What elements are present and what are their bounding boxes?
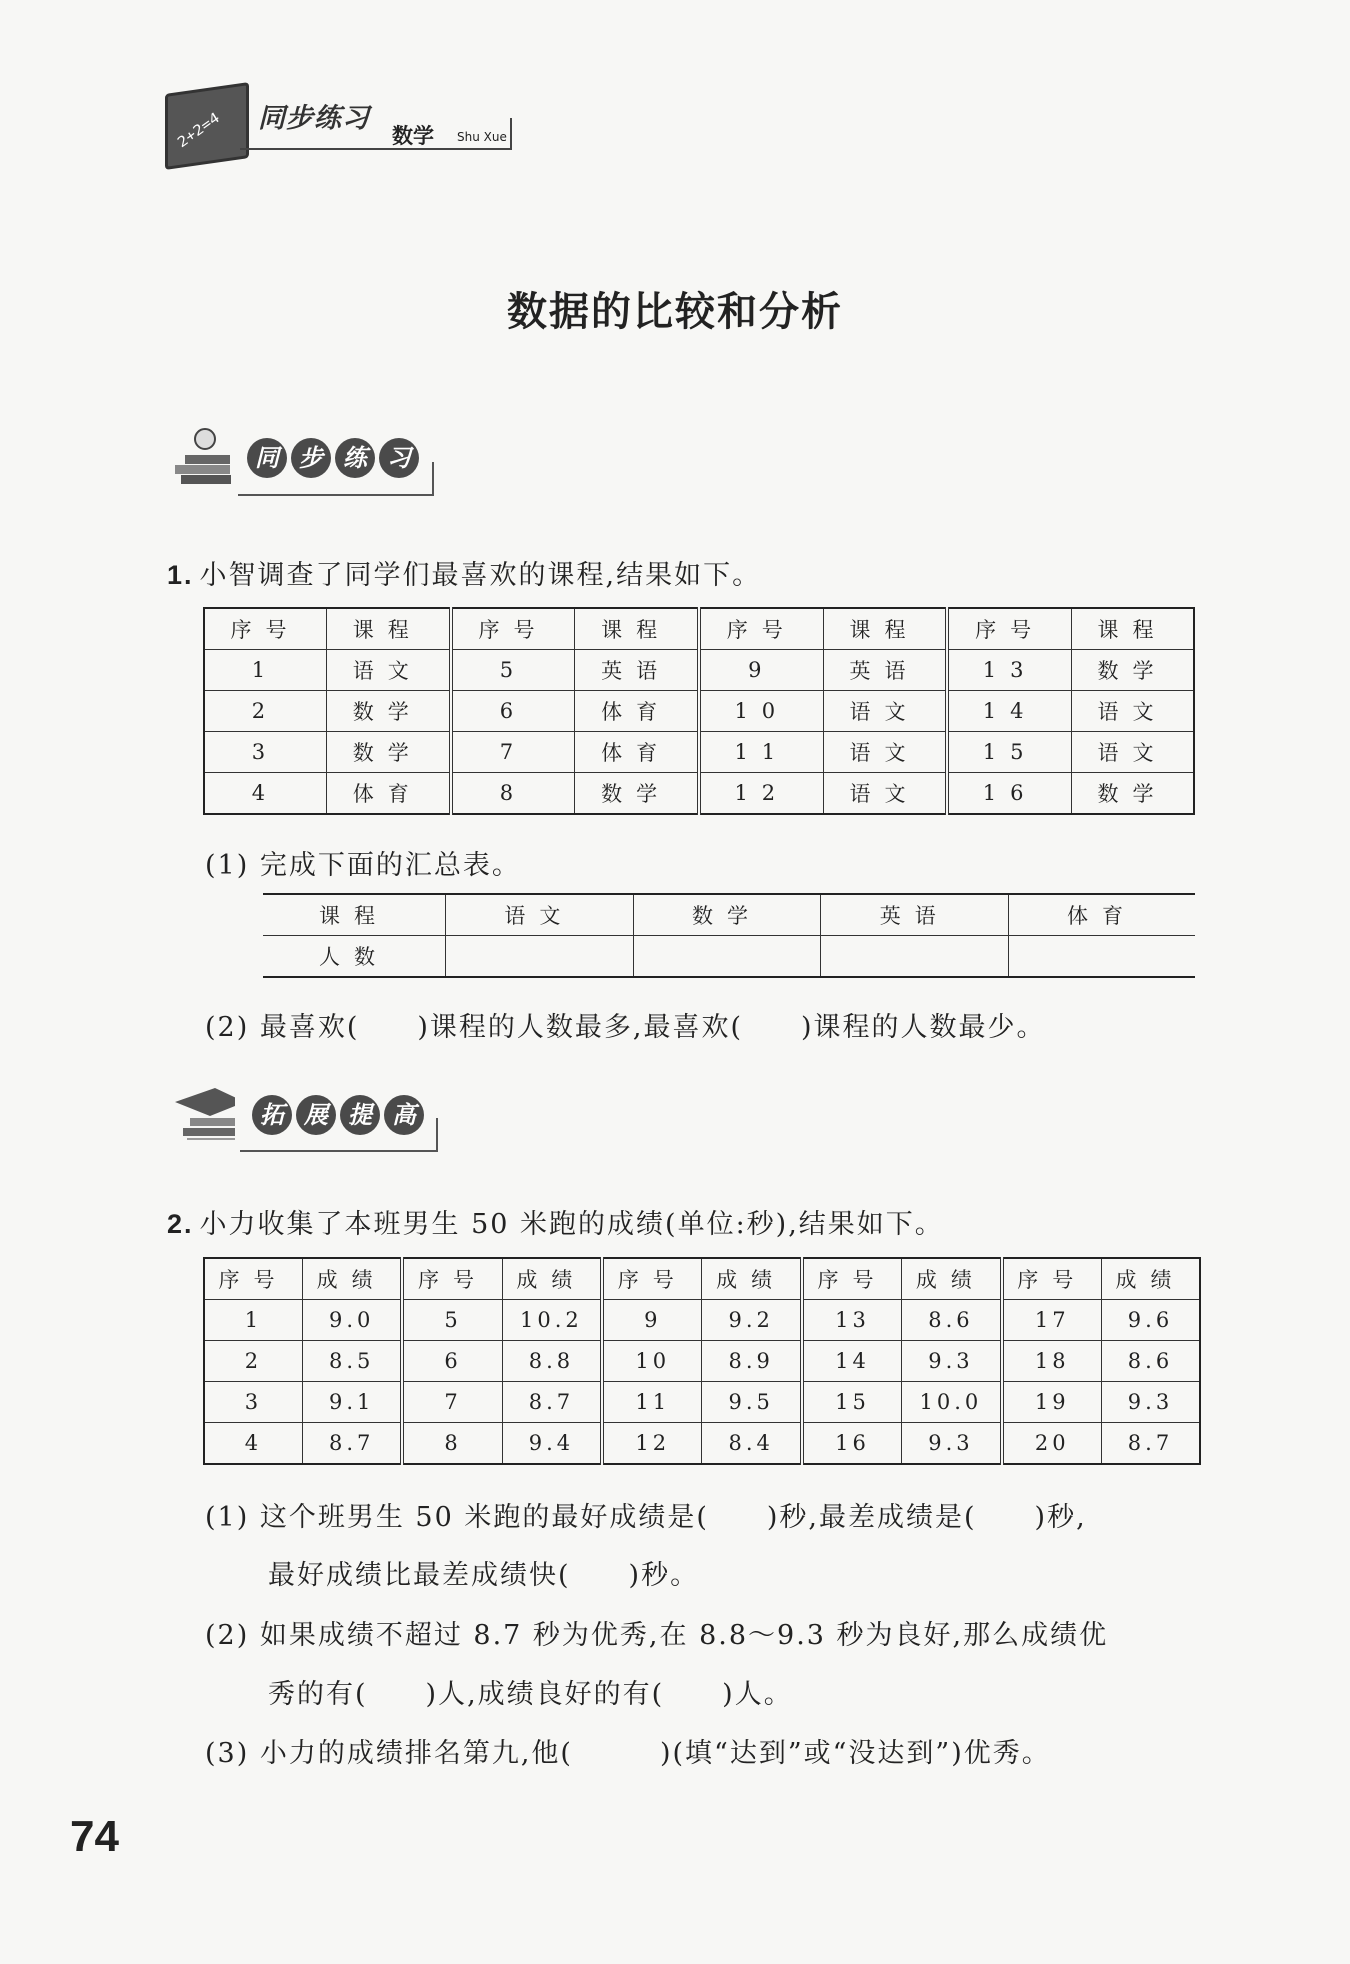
page-number: 74 xyxy=(70,1812,119,1861)
summary-blank-cell[interactable] xyxy=(821,936,1009,978)
table-header: 课程 xyxy=(1071,608,1194,650)
table-cell: 9.0 xyxy=(302,1300,402,1341)
table-cell: 7 xyxy=(402,1382,502,1423)
question-text: 小智调查了同学们最喜欢的课程,结果如下。 xyxy=(199,560,762,591)
table-cell: 9.3 xyxy=(902,1341,1002,1382)
table-cell: 8.9 xyxy=(702,1341,802,1382)
table-cell: 8.8 xyxy=(502,1341,602,1382)
table-row xyxy=(204,650,1194,691)
summary-row-label: 课程 xyxy=(263,894,446,936)
table-cell: 1 xyxy=(204,1300,302,1341)
table-cell: 2 xyxy=(204,691,326,732)
table-cell: 6 xyxy=(402,1341,502,1382)
table-cell: 5 xyxy=(451,650,575,691)
table-cell: 4 xyxy=(204,773,326,815)
table-cell: 10 xyxy=(602,1341,702,1382)
table-cell: 18 xyxy=(1002,1341,1102,1382)
table-cell: 语文 xyxy=(823,691,947,732)
table-cell: 9.6 xyxy=(1101,1300,1200,1341)
table-cell: 体育 xyxy=(575,732,699,773)
badge-char: 练 xyxy=(335,438,375,478)
q1-part2: (2) 最喜欢( )课程的人数最多,最喜欢( )课程的人数最少。 xyxy=(205,1012,1046,1043)
table-header: 成绩 xyxy=(702,1258,802,1300)
table-cell: 6 xyxy=(451,691,575,732)
table-cell: 3 xyxy=(204,732,326,773)
badge-char: 提 xyxy=(340,1095,380,1135)
table-cell: 8.6 xyxy=(902,1300,1002,1341)
header-rule xyxy=(240,148,512,150)
run-results-table xyxy=(203,1257,1201,1465)
table-row xyxy=(204,1341,1200,1382)
table-header: 序号 xyxy=(402,1258,502,1300)
table-cell: 体育 xyxy=(575,691,699,732)
table-header: 序号 xyxy=(204,608,326,650)
subject-label: 数学 xyxy=(392,124,434,148)
q2-part1-line1: (1) 这个班男生 50 米跑的最好成绩是( )秒,最差成绩是( )秒, xyxy=(205,1502,1087,1533)
table-header: 课程 xyxy=(326,608,450,650)
summary-blank-cell[interactable] xyxy=(446,936,634,978)
table-cell: 17 xyxy=(1002,1300,1102,1341)
summary-blank-cell[interactable] xyxy=(1009,936,1195,978)
table-cell: 5 xyxy=(402,1300,502,1341)
table-header: 序号 xyxy=(802,1258,902,1300)
badge-char: 习 xyxy=(379,438,419,478)
subject-pinyin: Shu Xue xyxy=(457,130,507,144)
badge-char: 高 xyxy=(384,1095,424,1135)
badge-char: 步 xyxy=(291,438,331,478)
table-cell: 10 xyxy=(699,691,823,732)
table-cell: 10.2 xyxy=(502,1300,602,1341)
q2-part1-line2: 最好成绩比最差成绩快( )秒。 xyxy=(268,1560,700,1591)
lightbulb-books-icon xyxy=(165,425,235,485)
table-cell: 16 xyxy=(802,1423,902,1465)
table-cell: 8 xyxy=(451,773,575,815)
table-header: 课程 xyxy=(575,608,699,650)
table-row xyxy=(204,1382,1200,1423)
chalkboard-logo xyxy=(165,82,249,170)
table-header: 序号 xyxy=(947,608,1071,650)
table-cell: 4 xyxy=(204,1423,302,1465)
table-cell: 19 xyxy=(1002,1382,1102,1423)
table-header: 序号 xyxy=(204,1258,302,1300)
table-cell: 8.6 xyxy=(1101,1341,1200,1382)
badge-frame xyxy=(238,462,434,496)
table-row xyxy=(204,1423,1200,1465)
table-cell: 20 xyxy=(1002,1423,1102,1465)
table-cell: 11 xyxy=(699,732,823,773)
badge-char: 拓 xyxy=(252,1095,292,1135)
table-cell: 11 xyxy=(602,1382,702,1423)
header-rule-end xyxy=(510,118,512,150)
summary-blank-cell[interactable] xyxy=(633,936,821,978)
table-row xyxy=(204,1300,1200,1341)
table-cell: 8.5 xyxy=(302,1341,402,1382)
board-text: 2+2=4 xyxy=(174,108,223,152)
page-title: 数据的比较和分析 xyxy=(507,288,843,335)
summary-course-row xyxy=(263,894,1195,936)
table-cell: 9.2 xyxy=(702,1300,802,1341)
table-cell: 9 xyxy=(602,1300,702,1341)
table-cell: 9.3 xyxy=(902,1423,1002,1465)
summary-table xyxy=(263,893,1195,978)
table-cell: 数学 xyxy=(326,691,450,732)
table-row xyxy=(204,691,1194,732)
table-cell: 语文 xyxy=(1071,691,1194,732)
table-cell: 体育 xyxy=(326,773,450,815)
question-2 xyxy=(167,1202,944,1241)
table-cell: 2 xyxy=(204,1341,302,1382)
table-cell: 9 xyxy=(699,650,823,691)
series-title: 同步练习 xyxy=(258,103,370,134)
table-cell: 15 xyxy=(947,732,1071,773)
table-cell: 语文 xyxy=(823,773,947,815)
q2-part3: (3) 小力的成绩排名第九,他( )(填“达到”或“没达到”)优秀。 xyxy=(205,1738,1051,1769)
table-cell: 10.0 xyxy=(902,1382,1002,1423)
table-cell: 12 xyxy=(602,1423,702,1465)
table-header: 课程 xyxy=(823,608,947,650)
table-header: 序号 xyxy=(451,608,575,650)
table-cell: 数学 xyxy=(575,773,699,815)
graduation-cap-books-icon xyxy=(165,1080,235,1140)
table-cell: 9.5 xyxy=(702,1382,802,1423)
table-cell: 语文 xyxy=(1071,732,1194,773)
table-cell: 英语 xyxy=(823,650,947,691)
table-cell: 数学 xyxy=(1071,773,1194,815)
table-header: 成绩 xyxy=(1101,1258,1200,1300)
question-number: 2. xyxy=(167,1209,194,1239)
table-cell: 13 xyxy=(947,650,1071,691)
table-cell: 14 xyxy=(947,691,1071,732)
table-cell: 语文 xyxy=(326,650,450,691)
table-header: 成绩 xyxy=(902,1258,1002,1300)
question-1 xyxy=(167,553,761,592)
table-cell: 8.7 xyxy=(1101,1423,1200,1465)
question-text: 小力收集了本班男生 50 米跑的成绩(单位:秒),结果如下。 xyxy=(199,1209,944,1240)
summary-course: 数学 xyxy=(633,894,821,936)
table-cell: 9.4 xyxy=(502,1423,602,1465)
table-header-row xyxy=(204,1258,1200,1300)
q2-part2-line1: (2) 如果成绩不超过 8.7 秒为优秀,在 8.8～9.3 秒为良好,那么成绩优 xyxy=(205,1620,1109,1651)
summary-count-row xyxy=(263,936,1195,978)
badge-char: 同 xyxy=(247,438,287,478)
summary-course: 语文 xyxy=(446,894,634,936)
summary-row-label: 人数 xyxy=(319,945,389,969)
table-row xyxy=(204,732,1194,773)
table-cell: 语文 xyxy=(823,732,947,773)
table-cell: 数学 xyxy=(326,732,450,773)
table-header: 序号 xyxy=(1002,1258,1102,1300)
table-cell: 16 xyxy=(947,773,1071,815)
summary-course: 体育 xyxy=(1009,894,1195,936)
badge-char: 展 xyxy=(296,1095,336,1135)
table-cell: 数学 xyxy=(1071,650,1194,691)
table-cell: 8 xyxy=(402,1423,502,1465)
table-row xyxy=(204,773,1194,815)
badge-frame xyxy=(240,1118,438,1152)
table-header: 序号 xyxy=(602,1258,702,1300)
table-cell: 英语 xyxy=(575,650,699,691)
table-cell: 7 xyxy=(451,732,575,773)
table-cell: 14 xyxy=(802,1341,902,1382)
course-survey-table xyxy=(203,607,1195,815)
summary-course: 英语 xyxy=(821,894,1009,936)
question-number: 1. xyxy=(167,560,194,590)
table-cell: 12 xyxy=(699,773,823,815)
table-cell: 13 xyxy=(802,1300,902,1341)
table-cell: 1 xyxy=(204,650,326,691)
table-header: 成绩 xyxy=(502,1258,602,1300)
table-cell: 3 xyxy=(204,1382,302,1423)
table-cell: 8.7 xyxy=(502,1382,602,1423)
table-cell: 9.1 xyxy=(302,1382,402,1423)
table-cell: 8.4 xyxy=(702,1423,802,1465)
table-cell: 15 xyxy=(802,1382,902,1423)
q1-part1: (1) 完成下面的汇总表。 xyxy=(205,850,521,881)
table-header: 序号 xyxy=(699,608,823,650)
table-cell: 8.7 xyxy=(302,1423,402,1465)
table-header: 成绩 xyxy=(302,1258,402,1300)
q2-part2-line2: 秀的有( )人,成绩良好的有( )人。 xyxy=(268,1679,793,1710)
table-cell: 9.3 xyxy=(1101,1382,1200,1423)
table-header-row xyxy=(204,608,1194,650)
